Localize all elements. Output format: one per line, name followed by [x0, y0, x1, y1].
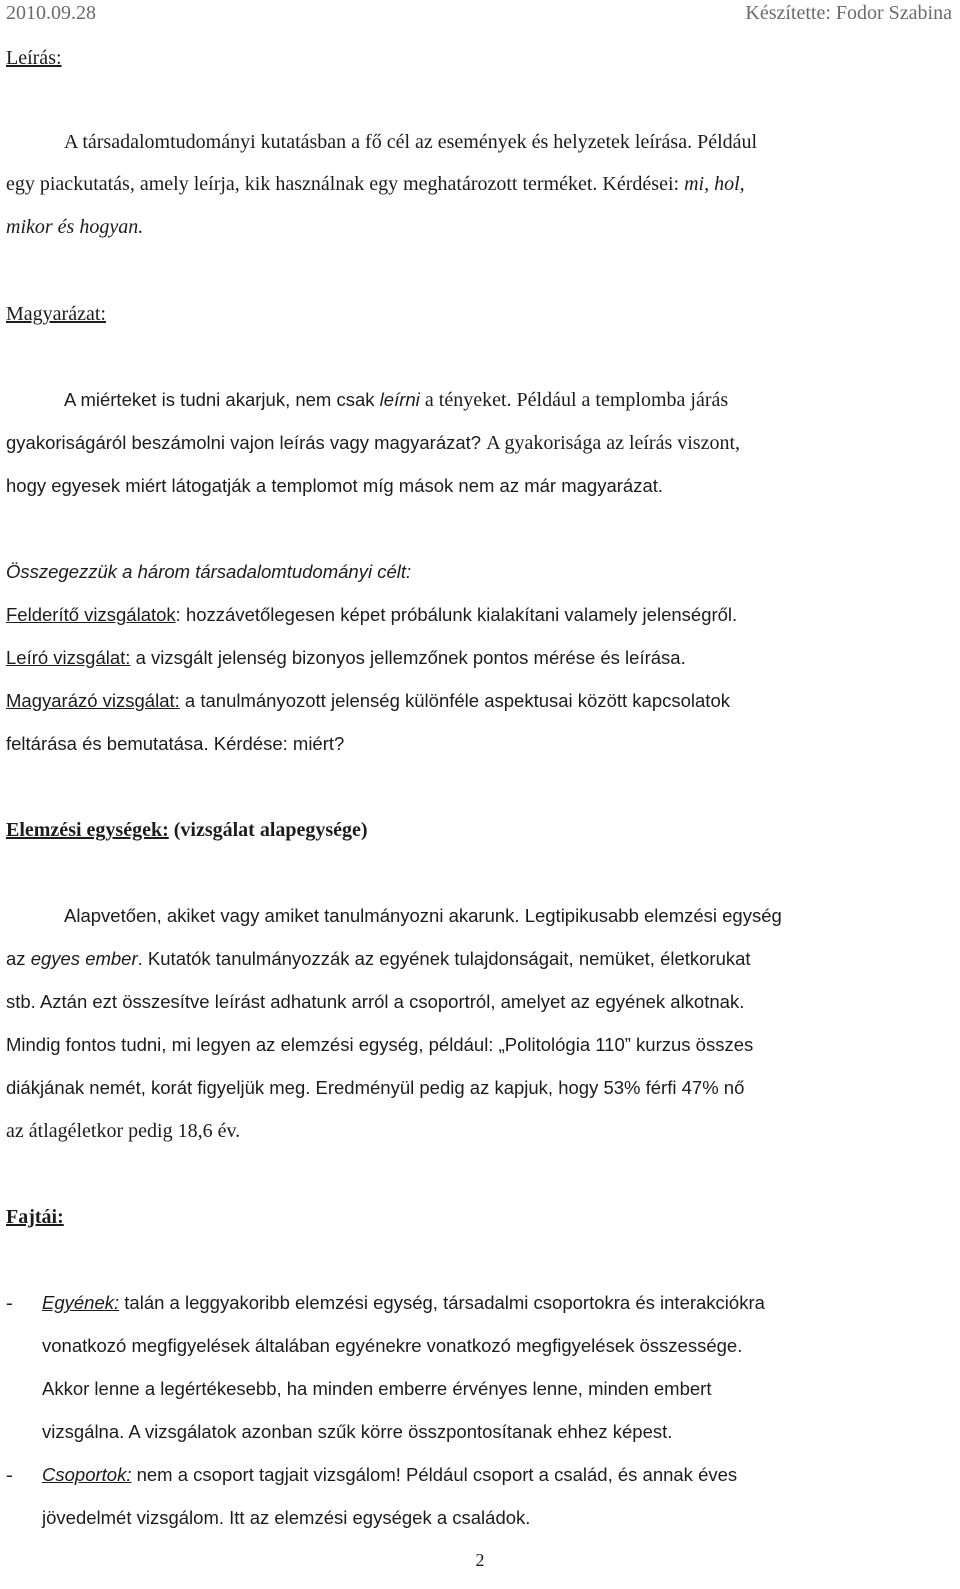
heading-elemzesi — [6, 818, 368, 842]
list-dash-csoportok: - — [6, 1464, 13, 1486]
leiro-text: a vizsgált jelenség bizonyos jellemzőnek pontos mérése és leírása. — [135, 647, 686, 668]
csoportok-line-2: jövedelmét vizsgálom. Itt az elemzési egységek a családok. — [42, 1507, 531, 1528]
magyarazat-line-1 — [64, 388, 728, 412]
csoportok-label: Csoportok: — [42, 1464, 132, 1485]
header-date: 2010.09.28 — [6, 2, 96, 24]
leiro-label: Leíró vizsgálat: — [6, 647, 131, 668]
egyenek-line-2: vonatkozó megfigyelések általában egyénekre vonatkozó megfigyelések összessége. — [42, 1335, 743, 1356]
magyarazo-text: a tanulmányozott jelenség különféle aspektusai között kapcsolatok — [184, 690, 730, 711]
elemzesi-line-2-b: . Kutatók tanulmányozzák az egyének tulajdonságait, nemüket, életkorukat — [137, 948, 751, 969]
osszegzes-intro: Összegezzük a három társadalomtudományi célt: — [6, 561, 412, 582]
leiras-line-3: mikor és hogyan. — [6, 216, 144, 238]
elemzesi-line-3: stb. Aztán ezt összesítve leírást adhatunk arról a csoportról, amelyet az egyének alkotnak. — [6, 991, 745, 1012]
elemzesi-line-2 — [6, 947, 751, 971]
egyenek-label: Egyének: — [42, 1292, 120, 1313]
magyarazo-label: Magyarázó vizsgálat: — [6, 690, 180, 711]
magyarazat-line-1-emphasis: leírni — [379, 389, 420, 410]
elemzesi-line-2-a: az — [6, 948, 26, 969]
egyenek-line-4: vizsgálna. A vizsgálatok azonban szűk körre összpontosítanak ehhez képest. — [42, 1421, 673, 1442]
elemzesi-line-5: diákjának nemét, korát figyeljük meg. Eredményül pedig az kapjuk, hogy 53% férfi 47% nő — [6, 1077, 745, 1098]
magyarazo-line-2: feltárása és bemutatása. Kérdése: miért? — [6, 733, 345, 754]
leiras-line-2-text: egy piackutatás, amely leírja, kik használnak egy meghatározott terméket. Kérdései: — [6, 173, 680, 195]
egyenek-line-3: Akkor lenne a legértékesebb, ha minden emberre érvényes lenne, minden embert — [42, 1378, 712, 1399]
elemzesi-line-1: Alapvetően, akiket vagy amiket tanulmányozni akarunk. Legtipikusabb elemzési egység — [64, 905, 782, 926]
header-author: Készítette: Fodor Szabina — [745, 2, 952, 24]
magyarazat-line-3: hogy egyesek miért látogatják a templomot míg mások nem az már magyarázat. — [6, 475, 664, 496]
magyarazat-line-2 — [6, 431, 740, 455]
csoportok-text-1: nem a csoport tagjait vizsgálom! Például csoport a család, és annak éves — [136, 1464, 738, 1485]
list-dash-egyenek: - — [6, 1292, 13, 1314]
magyarazat-line-1-a: A miérteket is tudni akarjuk, nem csak — [64, 389, 375, 410]
leiras-line-2-emphasis: mi, hol, — [684, 173, 745, 195]
elemzesi-line-4: Mindig fontos tudni, mi legyen az elemzési egység, például: „Politológia 110” kurzus összes — [6, 1034, 754, 1055]
heading-magyarazat: Magyarázat: — [6, 303, 106, 325]
heading-fajtai: Fajtái: — [6, 1206, 64, 1228]
magyarazat-line-2-a: gyakoriságáról beszámolni vajon leírás vagy magyarázat? — [6, 432, 482, 453]
egyenek-text-1: talán a leggyakoribb elemzési egység, társadalmi csoportokra és interakciókra — [124, 1292, 765, 1313]
leiras-line-1: A társadalomtudományi kutatásban a fő cél az események és helyzetek leírása. Például — [64, 131, 758, 153]
leiras-line-2 — [6, 172, 745, 196]
felderito-label: Felderítő vizsgálatok — [6, 604, 176, 625]
elemzesi-line-2-emphasis: egyes ember — [30, 948, 138, 969]
magyarazat-line-1-b: a tényeket. Például a templomba járás — [424, 389, 729, 411]
heading-elemzesi-underlined: Elemzési egységek: — [6, 819, 169, 841]
elemzesi-line-6: az átlagéletkor pedig 18,6 év. — [6, 1120, 241, 1142]
heading-elemzesi-rest: (vizsgálat alapegysége) — [173, 819, 368, 841]
csoportok-line-1 — [42, 1463, 737, 1487]
heading-leiras: Leírás: — [6, 47, 62, 69]
felderito-line — [6, 603, 737, 627]
leiro-line — [6, 646, 686, 670]
magyarazo-line — [6, 689, 730, 713]
page-number: 2 — [475, 1550, 485, 1570]
magyarazat-line-2-b: A gyakorisága az leírás viszont, — [486, 432, 741, 454]
page-header — [6, 2, 952, 32]
felderito-text: : hozzávetőlegesen képet próbálunk kialakítani valamely jelenségről. — [175, 604, 738, 625]
egyenek-line-1 — [42, 1291, 765, 1315]
